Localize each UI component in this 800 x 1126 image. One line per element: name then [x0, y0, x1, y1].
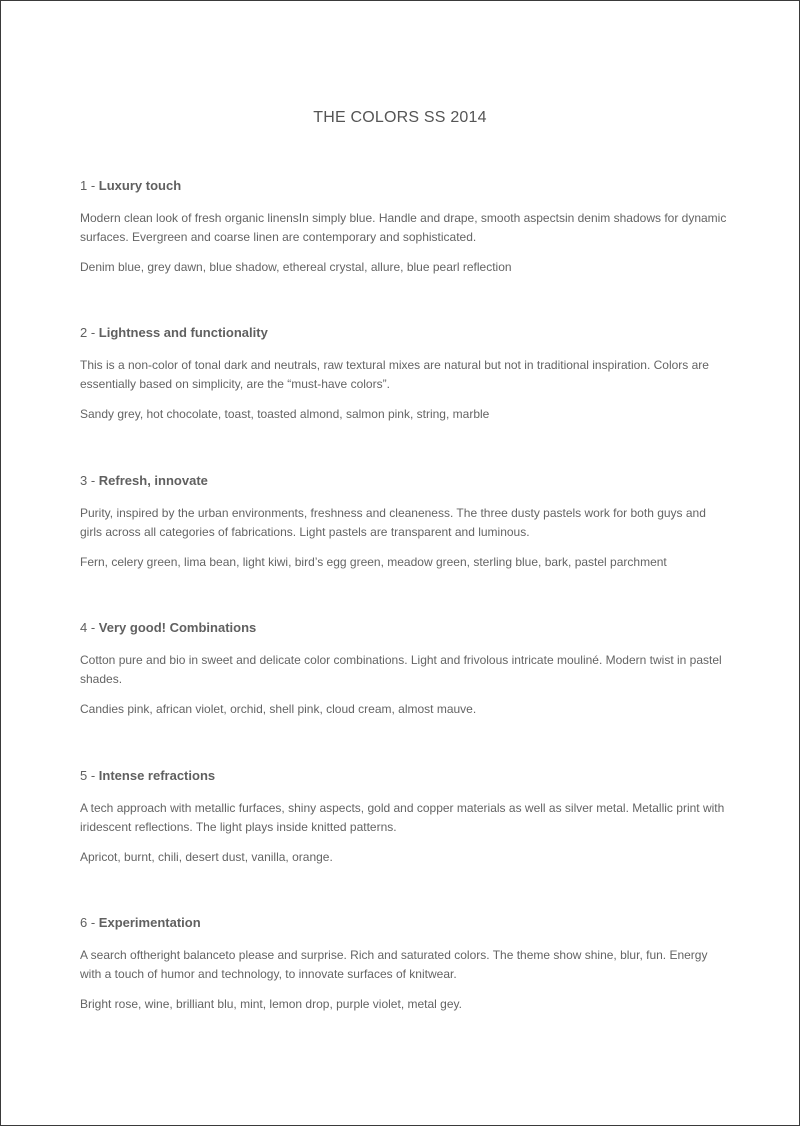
section-color-list: Fern, celery green, lima bean, light kiwi, bird’s egg green, meadow green, sterling blue, bark, pastel parchment [80, 555, 667, 569]
section-number: 6 - [80, 915, 99, 930]
section-lightness-functionality [80, 325, 730, 424]
section-number: 5 - [80, 768, 99, 783]
document-title: THE COLORS SS 2014 [313, 109, 487, 126]
section-name: Intense refractions [98, 768, 216, 783]
section-luxury-touch [80, 178, 730, 277]
section-refresh-innovate [80, 473, 730, 572]
section-name: Experimentation [98, 915, 201, 930]
section-heading [80, 620, 730, 636]
section-very-good-combinations [80, 620, 730, 719]
section-name: Very good! Combinations [98, 620, 257, 635]
section-number: 1 - [80, 178, 99, 193]
section-description: Purity, inspired by the urban environments, freshness and cleaneness. The three dusty pastels work for both guys and girls across all categories of fabrications. Light pastels are transparent and luminous. [80, 506, 706, 539]
section-name: Refresh, innovate [98, 473, 208, 488]
section-color-list: Apricot, burnt, chili, desert dust, vanilla, orange. [80, 850, 333, 864]
section-description: A tech approach with metallic furfaces, shiny aspects, gold and copper materials as well as silver metal. Metallic print with iridescent reflections. The light plays inside knitted patterns. [80, 801, 725, 834]
section-color-list: Candies pink, african violet, orchid, shell pink, cloud cream, almost mauve. [80, 702, 477, 716]
section-color-list: Bright rose, wine, brilliant blu, mint, lemon drop, purple violet, metal gey. [80, 997, 462, 1011]
section-heading [80, 473, 730, 489]
section-heading [80, 325, 730, 341]
section-description: This is a non-color of tonal dark and neutrals, raw textural mixes are natural but not in traditional inspiration. Colors are essentially based on simplicity, are the “must-have colors”. [80, 358, 709, 391]
section-experimentation [80, 915, 730, 1014]
section-number: 3 - [80, 473, 99, 488]
section-heading [80, 768, 730, 784]
section-intense-refractions [80, 768, 730, 867]
section-description: Cotton pure and bio in sweet and delicate color combinations. Light and frivolous intricate mouliné. Modern twist in pastel shades. [80, 653, 722, 686]
section-color-list: Denim blue, grey dawn, blue shadow, ethereal crystal, allure, blue pearl reflection [80, 260, 512, 274]
section-number: 4 - [80, 620, 99, 635]
section-color-list: Sandy grey, hot chocolate, toast, toasted almond, salmon pink, string, marble [80, 407, 490, 421]
section-heading [80, 915, 730, 931]
section-description: Modern clean look of fresh organic linensIn simply blue. Handle and drape, smooth aspectsin denim shadows for dynamic surfaces. Evergreen and coarse linen are contemporary and sophisticated. [80, 211, 727, 244]
section-name: Lightness and functionality [98, 325, 268, 340]
section-name: Luxury touch [98, 178, 182, 193]
section-heading [80, 178, 730, 194]
section-number: 2 - [80, 325, 99, 340]
section-description: A search oftheright balanceto please and surprise. Rich and saturated colors. The theme show shine, blur, fun. Energy with a touch of humor and technology, to innovate surfaces of knitwear. [80, 948, 708, 981]
